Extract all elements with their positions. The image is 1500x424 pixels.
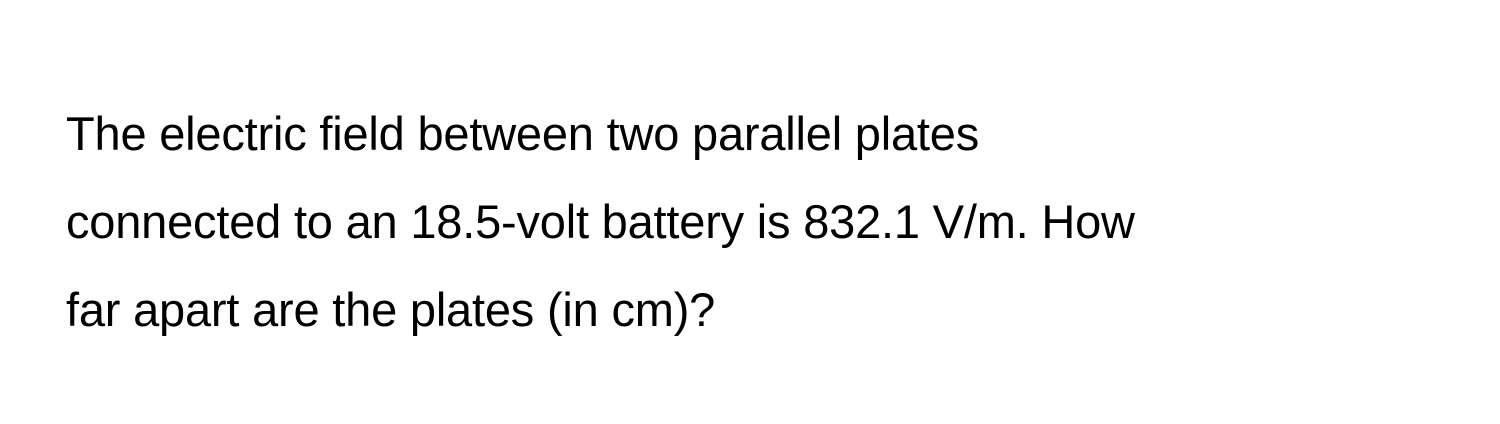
question-text <box>66 90 1466 354</box>
question-line-2: connected to an 18.5-volt battery is 832.1 V/m. How <box>66 195 1135 248</box>
question-line-3: far apart are the plates (in cm)? <box>66 283 716 336</box>
question-line-1: The electric field between two parallel plates <box>66 107 980 160</box>
